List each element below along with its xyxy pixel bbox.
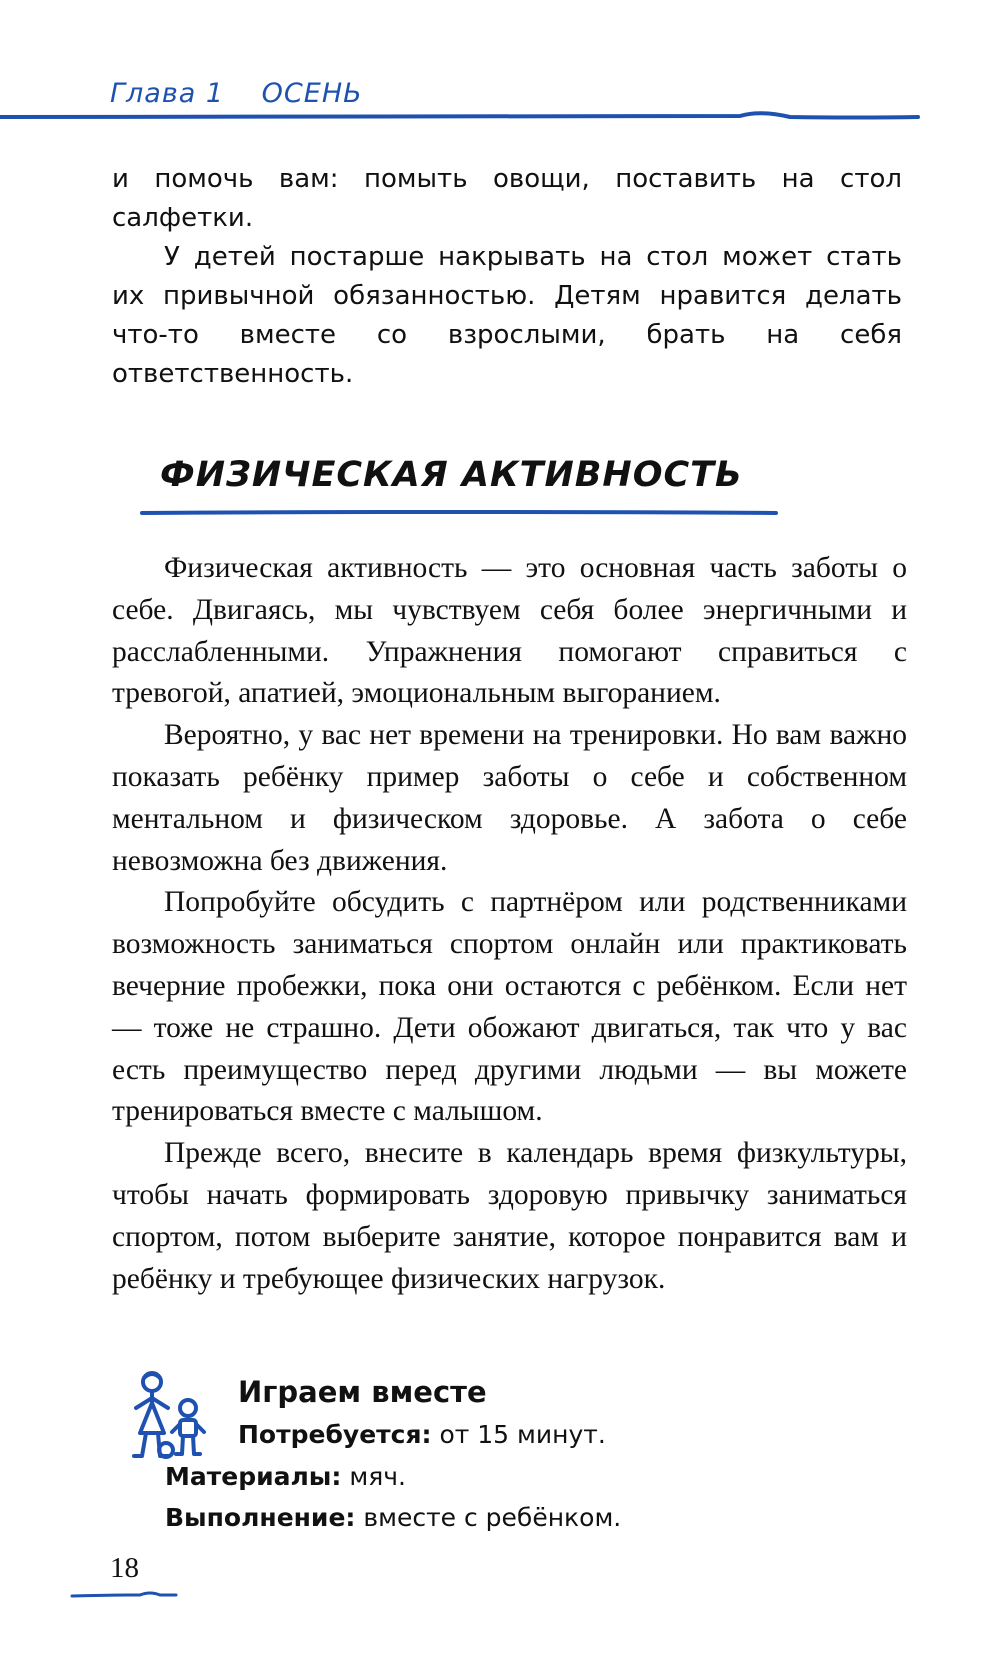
duration-label: Потребуется: xyxy=(238,1420,432,1449)
duration-value: от 15 минут. xyxy=(431,1420,606,1449)
page-number: 18 xyxy=(110,1552,139,1584)
intro-paragraph: и помочь вам: помыть овощи, поставить на стол салфетки. xyxy=(112,164,902,233)
materials-value: мяч. xyxy=(341,1462,406,1491)
running-header xyxy=(110,78,363,109)
section-body xyxy=(112,548,907,1300)
intro-text xyxy=(112,160,902,394)
chapter-label: Глава 1 xyxy=(110,78,225,109)
activity-execution xyxy=(165,1503,621,1532)
execution-value: вместе с ребёнком. xyxy=(355,1503,622,1532)
header-rule xyxy=(0,108,920,124)
section-heading-underline xyxy=(140,508,780,518)
materials-label: Материалы: xyxy=(165,1462,342,1491)
footer-rule xyxy=(70,1588,180,1602)
body-paragraph: Вероятно, у вас нет времени на тренировки. Но вам важно показать ребёнку пример заботы о себе и собственном ментальном и физическом здоровье. А забота о себе невозможна без движения. xyxy=(112,719,907,877)
parent-and-child-icon xyxy=(122,1368,222,1468)
body-paragraph: Прежде всего, внесите в календарь время физкультуры, чтобы начать формировать здоровую привычку заниматься спортом, потом выберите занятие, которое понравится вам и ребёнку и требующее физических нагрузок. xyxy=(112,1137,907,1295)
intro-paragraph: У детей постарше накрывать на стол может стать их привычной обязанностью. Детям нравится делать что-то вместе со взрослыми, брать на себя ответственность. xyxy=(112,242,902,389)
activity-title: Играем вместе xyxy=(238,1375,487,1409)
chapter-title: ОСЕНЬ xyxy=(261,78,363,109)
section-heading: ФИЗИЧЕСКАЯ АКТИВНОСТЬ xyxy=(160,455,743,495)
execution-label: Выполнение: xyxy=(165,1503,356,1532)
activity-duration xyxy=(238,1420,606,1449)
body-paragraph: Физическая активность — это основная часть заботы о себе. Двигаясь, мы чувствуем себя более энергичными и расслабленными. Упражнения помогают справиться с тревогой, апатией, эмоциональным выгоранием. xyxy=(112,552,907,710)
body-paragraph: Попробуйте обсудить с партнёром или родственниками возможность заниматься спортом онлайн или практиковать вечерние пробежки, пока они остаются с ребёнком. Если нет — тоже не страшно. Дети обожают двигаться, так что у вас есть преимущество перед другими людьми — вы можете тренироваться вместе с малышом. xyxy=(112,886,907,1128)
activity-materials xyxy=(165,1462,406,1491)
